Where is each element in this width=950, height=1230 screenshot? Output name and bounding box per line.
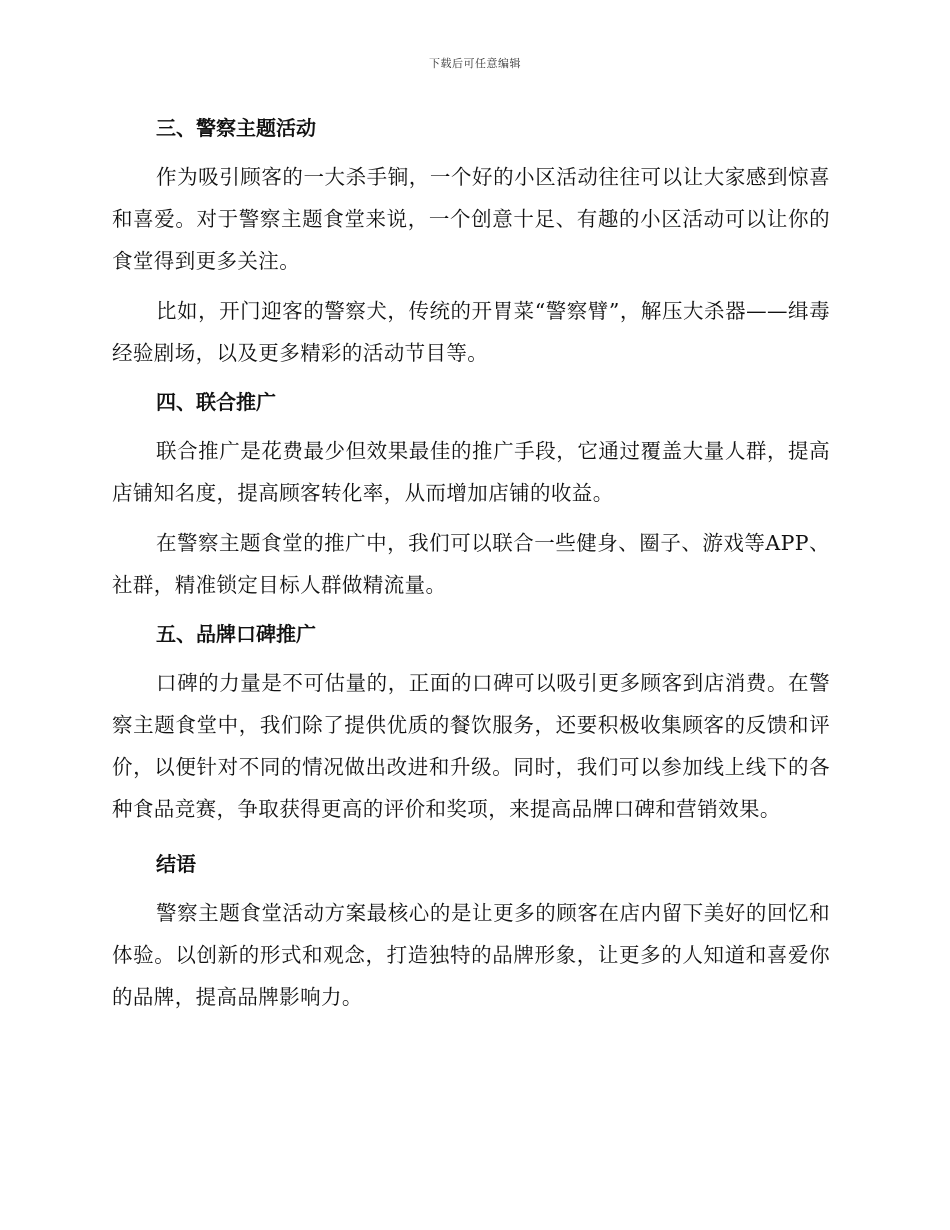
section-heading: 五、品牌口碑推广	[156, 622, 316, 646]
header-note: 下载后可任意编辑	[429, 57, 521, 70]
paragraph: 联合推广是花费最少但效果最佳的推广手段，它通过覆盖大量人群，提高店铺知名度，提高顾客转化率，从而增加店铺的收益。	[112, 439, 830, 505]
paragraph: 口碑的力量是不可估量的，正面的口碑可以吸引更多顾客到店消费。在警察主题食堂中，我们除了提供优质的餐饮服务，还要积极收集顾客的反馈和评价，以便针对不同的情况做出改进和升级。同时，我们可以参加线上线下的各种食品竞赛，争取获得更高的评价和奖项，来提高品牌口碑和营销效果。	[112, 671, 830, 821]
section-heading: 三、警察主题活动	[156, 116, 316, 140]
paragraph: 在警察主题食堂的推广中，我们可以联合一些健身、圈子、游戏等APP、社群，精准锁定目标人群做精流量。	[112, 531, 830, 597]
section-heading: 结语	[156, 852, 196, 876]
paragraph: 作为吸引顾客的一大杀手锏，一个好的小区活动往往可以让大家感到惊喜和喜爱。对于警察主题食堂来说，一个创意十足、有趣的小区活动可以让你的食堂得到更多关注。	[112, 165, 830, 273]
document-body	[112, 108, 830, 1018]
paragraph: 比如，开门迎客的警察犬，传统的开胃菜“警察臂”，解压大杀器——缉毒经验剧场，以及更多精彩的活动节目等。	[112, 299, 830, 365]
section-heading: 四、联合推广	[156, 390, 276, 414]
paragraph: 警察主题食堂活动方案最核心的是让更多的顾客在店内留下美好的回忆和体验。以创新的形式和观念，打造独特的品牌形象，让更多的人知道和喜爱你的品牌，提高品牌影响力。	[112, 901, 830, 1009]
